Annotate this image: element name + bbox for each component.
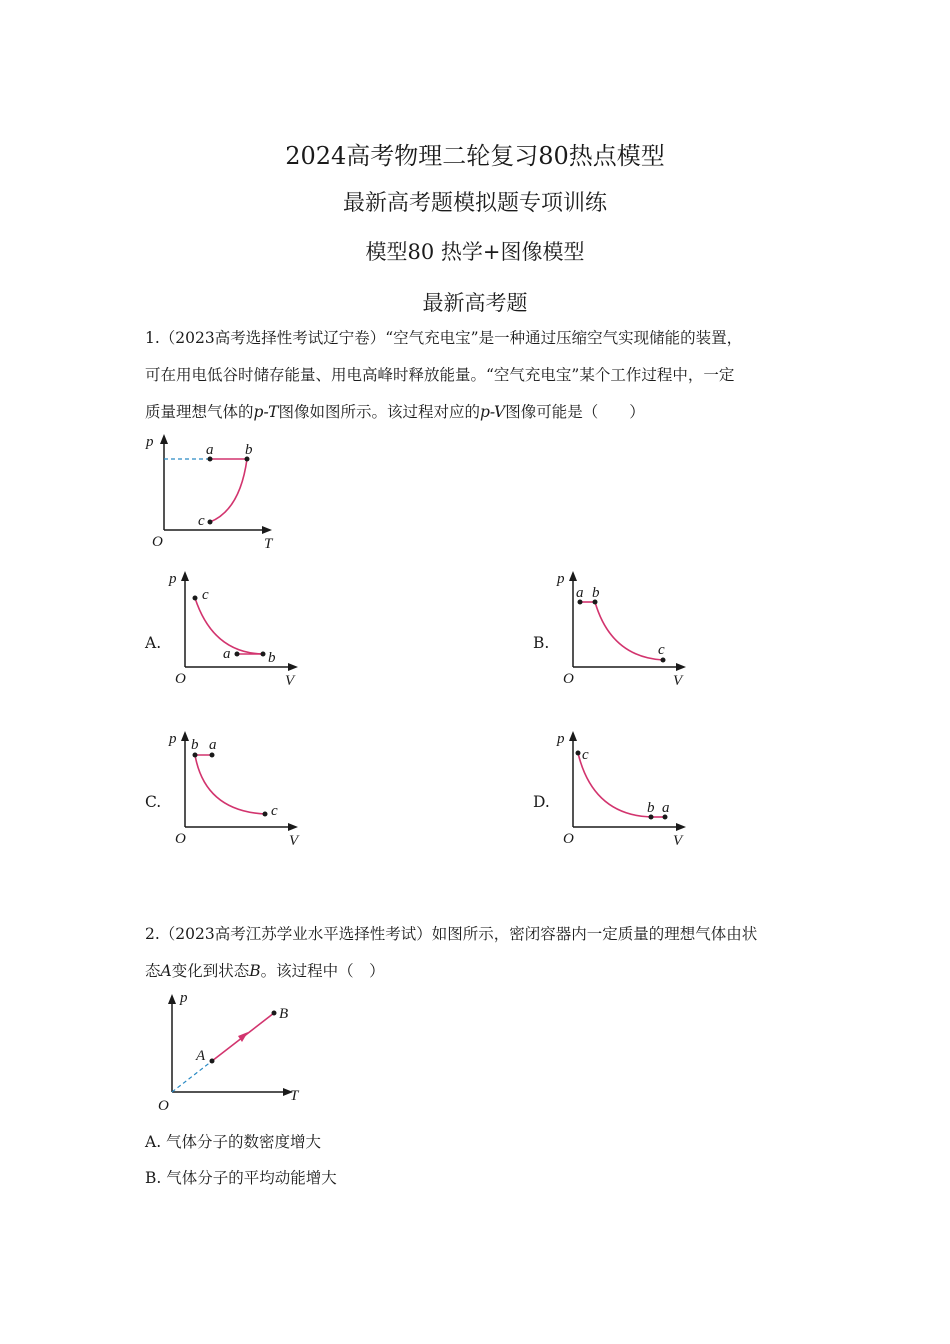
point-1 — [193, 596, 198, 601]
label-o: O — [175, 831, 186, 847]
p-axis-arrow — [181, 571, 189, 581]
option-b-label[interactable]: B. — [533, 634, 550, 652]
curve-bc — [595, 602, 663, 660]
q2-line-2-pre: 态 — [145, 962, 161, 980]
label-1: a — [576, 585, 584, 601]
p-axis-arrow — [168, 994, 176, 1004]
v-axis-arrow — [288, 823, 298, 831]
option-d-label[interactable]: D. — [533, 793, 550, 811]
v-axis-arrow — [676, 823, 686, 831]
q2-line-2-mid: 变化到状态 — [171, 962, 250, 980]
q1-line-1: 1.（2023高考选择性考试辽宁卷）“空气充电宝”是一种通过压缩空气实现储能的装置， — [145, 329, 743, 347]
label-2: b — [592, 585, 600, 601]
q2-line-1: 2.（2023高考江苏学业水平选择性考试）如图所示，密闭容器内一定质量的理想气体由状 — [145, 925, 758, 943]
q1-line-2: 可在用电低谷时储存能量、用电高峰时释放能量。“空气充电宝”某个工作过程中，一定 — [145, 366, 735, 384]
q1-var-pv: p-V — [479, 403, 506, 421]
q2-var-a: A — [160, 962, 172, 980]
label-v: V — [289, 833, 299, 849]
q1-line-3-mid: 图像如图所示。该过程对应的 — [278, 403, 480, 421]
q1-line-3-pre: 质量理想气体的 — [145, 403, 254, 421]
point-3 — [261, 652, 266, 657]
label-p: p — [169, 571, 177, 587]
curve-cb — [210, 459, 247, 522]
q2-option-b[interactable]: B. 气体分子的平均动能增大 — [145, 1169, 337, 1187]
q2-option-a[interactable]: A. 气体分子的数密度增大 — [145, 1133, 322, 1151]
label-o: O — [175, 671, 186, 687]
page-subtitle: 最新高考题模拟题专项训练 — [342, 191, 607, 216]
point-2 — [210, 753, 215, 758]
point-a — [210, 1059, 215, 1064]
v-axis-arrow — [288, 663, 298, 671]
label-v: V — [673, 833, 683, 849]
dashed-extension — [172, 1061, 212, 1092]
v-axis-arrow — [676, 663, 686, 671]
q1-var-pt: p-T — [253, 403, 279, 421]
q1-line-3 — [145, 394, 805, 431]
label-2: a — [223, 646, 231, 662]
label-b: b — [245, 442, 253, 458]
p-axis-arrow — [569, 571, 577, 581]
t-axis-arrow — [262, 526, 272, 534]
label-t: T — [264, 536, 273, 552]
point-1 — [193, 753, 198, 758]
label-p: p — [557, 571, 565, 587]
curve-cb — [578, 753, 651, 817]
p-axis-arrow — [160, 434, 168, 444]
q1-line-3-post: 图像可能是（ ） — [505, 403, 645, 421]
label-p: p — [169, 731, 177, 747]
label-p: p — [557, 731, 565, 747]
label-p: p — [180, 990, 188, 1006]
label-b: B — [279, 1006, 289, 1022]
option-a-graph[interactable] — [165, 565, 305, 690]
label-3: a — [662, 800, 670, 816]
q2-line-2 — [145, 953, 805, 990]
label-p: p — [146, 434, 154, 450]
label-3: c — [658, 642, 665, 658]
label-v: V — [285, 673, 295, 689]
q1-pt-graph — [140, 430, 290, 555]
q2-var-b: B — [249, 962, 261, 980]
point-3 — [661, 658, 666, 663]
point-c — [208, 520, 213, 525]
p-axis-arrow — [569, 731, 577, 741]
point-b — [272, 1011, 277, 1016]
label-o: O — [158, 1098, 169, 1113]
point-3 — [263, 812, 268, 817]
curve-bc — [195, 755, 265, 814]
q2-pt-graph — [150, 988, 315, 1113]
label-2: a — [209, 737, 217, 753]
label-1: b — [191, 737, 199, 753]
question-2-text — [145, 916, 805, 990]
option-c-graph[interactable] — [165, 725, 305, 850]
label-3: c — [271, 803, 278, 819]
label-o: O — [563, 831, 574, 847]
section-title: 最新高考题 — [422, 291, 528, 315]
label-1: c — [582, 747, 589, 763]
page-title: 2024高考物理二轮复习80热点模型 — [285, 142, 665, 170]
model-title: 模型80 热学+图像模型 — [365, 240, 585, 264]
question-1-text — [145, 320, 805, 431]
label-a: A — [196, 1048, 206, 1064]
point-2 — [235, 652, 240, 657]
p-axis-arrow — [181, 731, 189, 741]
label-c: c — [198, 513, 205, 529]
label-o: O — [563, 671, 574, 687]
label-o: O — [152, 534, 163, 550]
q2-line-2-post: 。该过程中（ ） — [260, 962, 385, 980]
option-b-graph[interactable] — [553, 565, 693, 690]
point-1 — [576, 751, 581, 756]
label-2: b — [647, 800, 655, 816]
label-3: b — [268, 650, 276, 666]
label-a: a — [206, 442, 214, 458]
label-v: V — [673, 673, 683, 689]
label-t: T — [290, 1088, 299, 1104]
option-c-label[interactable]: C. — [145, 793, 162, 811]
label-1: c — [202, 587, 209, 603]
option-d-graph[interactable] — [553, 725, 693, 850]
option-a-label[interactable]: A. — [145, 634, 162, 652]
